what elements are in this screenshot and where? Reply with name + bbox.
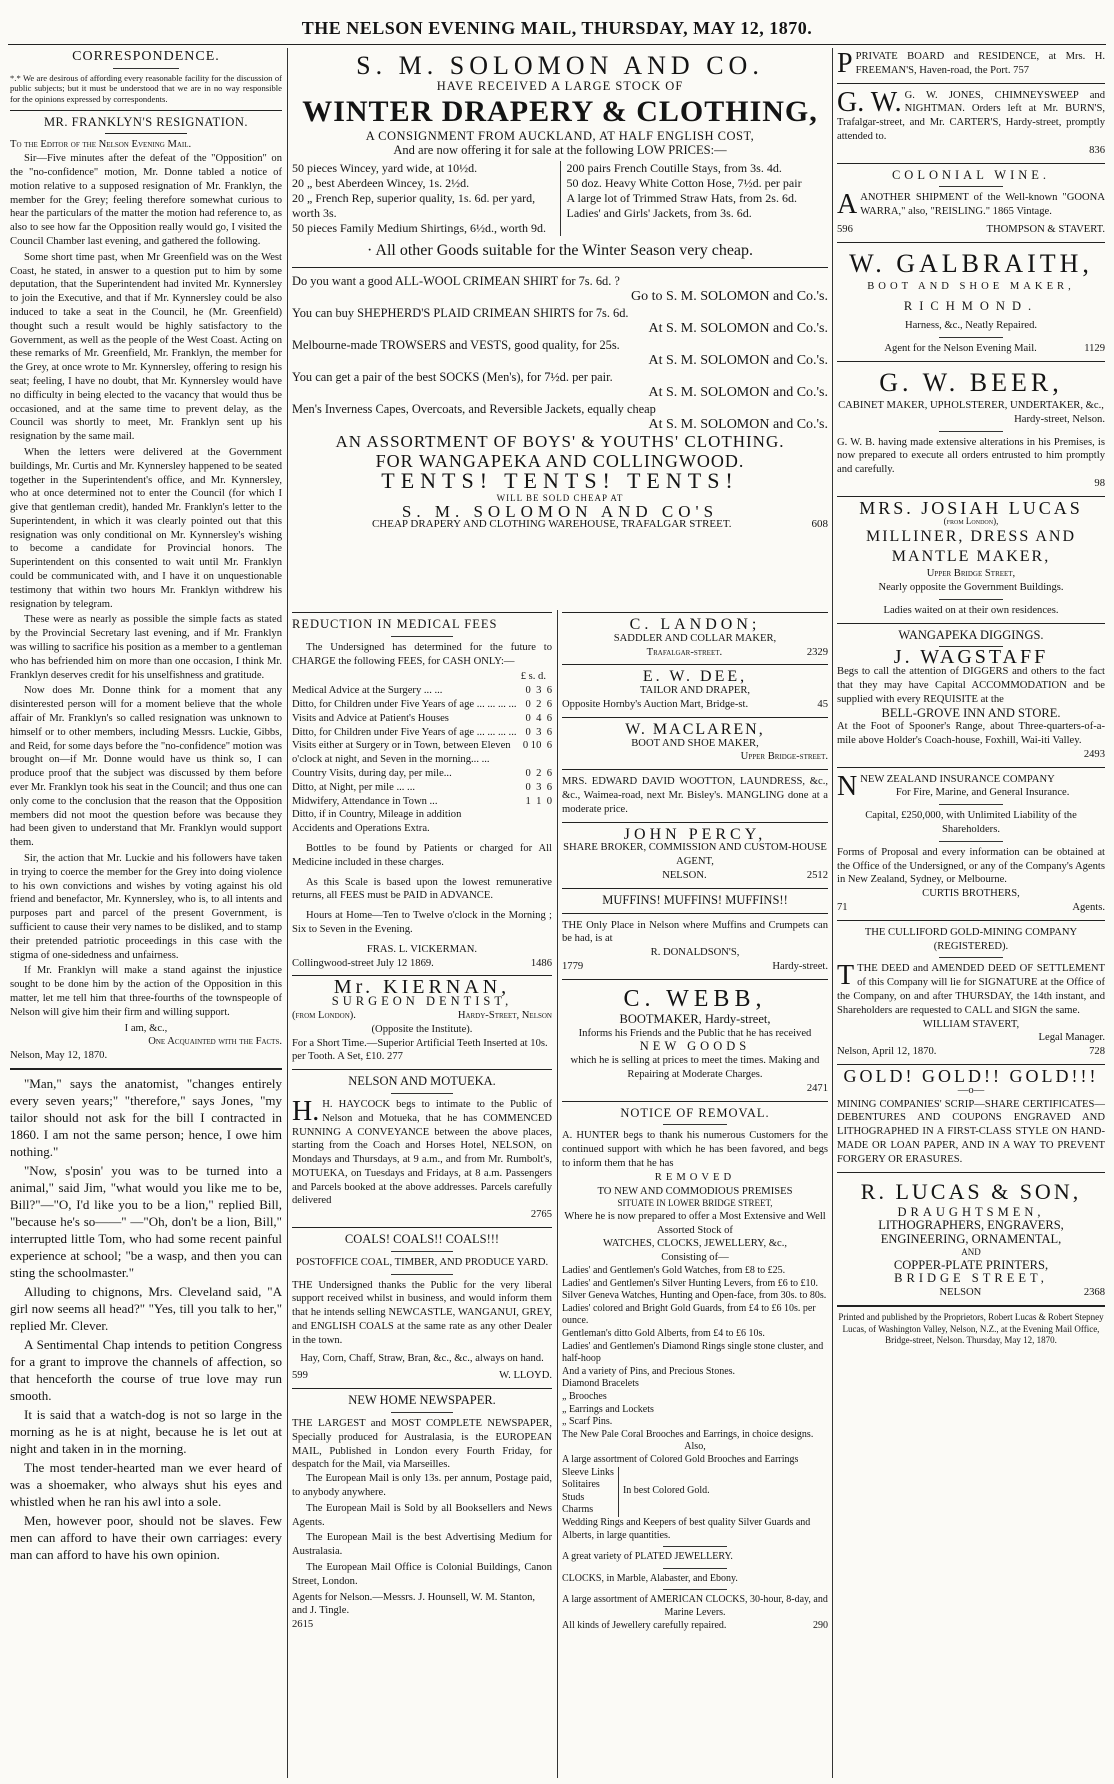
removal-item: Ladies' and Gentlemen's Gold Watches, from £8 to £25. — [562, 1265, 786, 1277]
galbraith-text: Harness, &c., Neatly Repaired. — [904, 320, 1038, 332]
solomon-advert — [292, 52, 828, 607]
fee-amount: 1 1 0 — [525, 795, 552, 807]
diggings-title: WANGAPEKA DIGGINGS. — [898, 627, 1044, 642]
solomon-at: Go to S. M. SOLOMON and Co.'s. — [631, 289, 828, 305]
percy-trade: SHARE BROKER, COMMISSION AND CUSTOM-HOUSE AGENT, — [563, 842, 827, 868]
removal-text: A. HUNTER begs to thank his numerous Customers for the continued support with which he has been favored, and begs to inform them that he has — [562, 1130, 828, 1169]
advert-code: 599 — [292, 1370, 308, 1382]
fee-amount: 0 2 6 — [525, 698, 552, 710]
advert-code: 728 — [1089, 1046, 1105, 1058]
lucasson-name: R. LUCAS & SON, — [860, 1178, 1082, 1204]
lucasson-line: ENGINEERING, ORNAMENTAL, — [880, 1232, 1062, 1247]
advert-code: 836 — [1089, 144, 1105, 156]
column-rule — [287, 48, 288, 1778]
fee-label: Visits and Advice at Patient's Houses — [292, 712, 449, 724]
gold-text: MINING COMPANIES' SCRIP—SHARE CERTIFICATES—DEBENTURES AND COUPONS ENGRAVED AND LITHOGRAPHED IN A FIRST-CLASS STYLE ON HAND-MADE OR LOAN PAPER, AND IN A WAY TO PREVENT FORGERY OR ERASURES. — [837, 1098, 1105, 1165]
masthead: THE NELSON EVENING MAIL, THURSDAY, MAY 12, 1870. — [301, 18, 813, 38]
muffins-title: MUFFINS! MUFFINS! MUFFINS!! — [602, 892, 788, 907]
insurance-title: NEW ZEALAND INSURANCE COMPANY — [860, 773, 1055, 785]
solomon-warehouse: CHEAP DRAPERY AND CLOTHING WAREHOUSE, TRAFALGAR STREET. — [371, 518, 732, 531]
culliford-signer: WILLIAM STAVERT, — [922, 1018, 1020, 1030]
removal-item: Ladies' and Gentlemen's Silver Hunting Levers, from £6 to £10. — [562, 1277, 819, 1289]
removal-assortment: A large assortment of Colored Gold Brooches and Earrings — [562, 1453, 799, 1465]
letter-dateline: Nelson, May 12, 1870. — [10, 1050, 108, 1062]
fee-amount: 0 4 6 — [525, 712, 552, 724]
fees-currency: £ s. d. — [520, 671, 546, 683]
fees-address: Collingwood-street July 12 1869. — [292, 957, 434, 969]
lucasson-line: NELSON — [939, 1287, 982, 1299]
fee-label: Ditto, for Children under Five Years of age ... ... ... ... — [292, 726, 517, 738]
fee-amount: 0 2 6 — [525, 767, 552, 779]
percy-place: NELSON. — [662, 869, 707, 881]
solomon-sold-cheap: WILL BE SOLD CHEAP AT — [496, 492, 624, 503]
solomon-headline: WINTER DRAPERY & CLOTHING, — [302, 94, 818, 128]
fee-label: Ditto, for Children under Five Years of age ... ... ... ... — [292, 698, 517, 710]
lucasson-line: LITHOGRAPHERS, ENGRAVERS, — [878, 1218, 1064, 1233]
webb-name: C. WEBB, — [623, 985, 767, 1012]
beer-trade: CABINET MAKER, UPHOLSTERER, UNDERTAKER, &c., — [838, 399, 1104, 411]
imprint: Printed and published by the Proprietors, Robert Lucas & Robert Stepney Lucas, of Washington Valley, Nelson, N.Z., at the Evening Mail Office, Bridge-street, Nelson. Thursday, May 12, 1870. — [838, 1311, 1104, 1346]
miscellany-paragraph: It is said that a watch-dog is not so large in the morning as he is at night, because he is let out at night and taken in in the morning. — [10, 1406, 282, 1456]
solomon-at: At S. M. SOLOMON and Co.'s. — [648, 321, 828, 337]
dee-address: Opposite Hornby's Auction Mart, Bridge-st. — [562, 698, 749, 710]
letter-paragraph: These were as nearly as possible the simple facts as stated by the Provincial Secretary last evening, and if Mr. Franklyn was willing to sacrifice his position as a member to a gentleman who has befriended him on more than one occasion, I think Mr. Franklyn deserves credit for his unselfishness and gratitude. — [10, 614, 282, 681]
gold-item: Studs — [562, 1491, 585, 1503]
price-item: A large lot of Trimmed Straw Hats, from 2s. 6d. — [566, 191, 797, 206]
wine-signer: THOMPSON & STAVERT. — [986, 223, 1105, 235]
advert-code: 2329 — [806, 646, 828, 658]
removal-item: Gentleman's ditto Gold Alberts, from £4 to £6 10s. — [562, 1328, 765, 1340]
advert-code: 45 — [817, 698, 828, 710]
salutation: To the Editor of the Nelson Evening Mail. — [10, 139, 192, 151]
insurance-signer: CURTIS BROTHERS, — [922, 888, 1020, 900]
advert-code: 290 — [813, 1619, 828, 1631]
galbraith-name: W. GALBRAITH, — [849, 248, 1093, 278]
advert-code: 2368 — [1083, 1287, 1105, 1299]
middle-left-column: REDUCTION IN MEDICAL FEES The Undersigned has determined for the future to CHARGE the following FEES, for CASH ONLY:— £ s. d. Medical Advice at the Surgery ... ... 0 3 6 Ditto, for Children under Five Years of age ... ... ... ... 0 2 6 Visits and Advice at Patient's Houses 0 4 6 Ditto, for Children under Five Years of age ... ... ... ... 0 3 6 Visits either at Surgery or in Town, between Eleven o'clock at night, and Seven in the morning... ... 0 10 6 Country Visits, during day, per mile... 0 2 6 Ditto, at Night, per mile ... ... 0 3 6 Midwifery, Attendance in Town ... 1 1 0 Ditto, if in Country, Mileage in addition Accidents and Operations Extra. Bottles to be found by Patients or charged for All Medicine included in these charges. As this Scale is based upon the lowest remunerative returns, all FEES must be PAID in ADVANCE. Hours at Home—Ten to Twelve o'clock in the Morning ; Six to Seven in the Evening. FRAS. L. VICKERMAN. Collingwood-street July 12 1869. 1486 Mr. KIERNAN, SURGEON DENTIST, (from London). Hardy-Street, Nelson (Opposite the Institute). For a Short Time.—Superior Artificial Teeth Inserted at 10s. per Tooth. A Set, £10. 277 NELSON AND MOTUEKA. H. H. HAYCOCK begs to intimate to the Public of Nelson and Motueka, that he has COMMENCED RUNNING A CONVEYANCE between the above places, starting from the Coach and Horses Hotel, NELSON, on Mondays and Thursdays, at 9 a.m., and from Mr. Rumbolt's, MOTUEKA, on Tuesdays and Fridays, at 8 a.m. Passengers and Parcels booked at the above addresses. Parcels carefully delivered 2765 COALS! COALS!! COALS!!! POSTOFFICE COAL, TIMBER, AND PRODUCE YARD. THE Undersigned thanks the Public for the very liberal support received whilst in business, and would inform them that he intends selling NEWCASTLE, WANGANUI, GREY, and ENGLISH COALS at the same rate as any other Dealer in the town. Hay, Corn, Chaff, Straw, Bran, &c., &c., always on hand. 599 W. LLOYD. NEW HOME NEWSPAPER. THE LARGEST and MOST COMPLETE NEWSPAPER, Specially produced for Australasia, is the EUROPEAN MAIL, Published in London every Fourth Friday, for despatch for the Mail, via Marseilles. The European Mail is only 13s. per annum, Postage paid, to anybody anywhere. The European Mail is Sold by all Booksellers and News Agents. The European Mail is the best Advertising Medium for Australasia. The European Mail Office is Colonial Buildings, Canon Street, London. Agents for Nelson.—Messrs. J. Hounsell, W. M. Stanton, and J. Tingle. 2615 — [292, 612, 552, 1632]
fees-signer: FRAS. L. VICKERMAN. — [366, 943, 478, 955]
maclaren-street: Upper Bridge-street. — [740, 751, 828, 763]
fee-amount: 0 3 6 — [525, 685, 552, 697]
insurance-text: Forms of Proposal and every information can be obtained at the Office of the Undersigned, or any of the Company's Agents in New Zealand, Sydney, or Melbourne. — [837, 846, 1105, 886]
removal-american: A large assortment of AMERICAN CLOCKS, 30-hour, 8-day, and Marine Levers. — [562, 1594, 828, 1618]
wine-text: ANOTHER SHIPMENT of the Well-known "GOONA WARRA," also, "REISLING." 1865 Vintage. — [860, 192, 1105, 218]
gold-item: Solitaires — [562, 1479, 600, 1491]
fees-intro: The Undersigned has determined for the future to CHARGE the following FEES, for CASH ONLY:— — [292, 641, 552, 667]
advert-code: 1779 — [562, 960, 584, 972]
galbraith-place: RICHMOND. — [903, 298, 1039, 313]
dee-name: E. W. DEE, — [642, 668, 748, 686]
fees-title: REDUCTION IN MEDICAL FEES — [292, 617, 498, 631]
removal-situate: SITUATE IN LOWER BRIDGE STREET, — [617, 1198, 773, 1209]
removal-item: Silver Geneva Watches, Hunting and Open-face, from 30s. to 80s. — [562, 1290, 827, 1302]
column-rule — [832, 48, 833, 1778]
removal-consisting: Consisting of— — [661, 1252, 729, 1264]
lucasson-line: BRIDGE STREET, — [894, 1271, 1048, 1286]
muffins-text: THE Only Place in Nelson where Muffins and Crumpets can be had, is at — [562, 919, 828, 945]
maclaren-name: W. MACLAREN, — [625, 720, 765, 738]
landon-street: Trafalgar-street. — [646, 646, 723, 658]
letter-signature: One Acquainted with the Facts. — [148, 1036, 282, 1048]
fee-amount: 0 3 6 — [525, 726, 552, 738]
letter-title: MR. FRANKLYN'S RESIGNATION. — [43, 114, 249, 129]
price-item: Ladies' and Girls' Jackets, from 3s. 6d. — [566, 206, 752, 221]
solomon-at: At S. M. SOLOMON and Co.'s. — [648, 385, 828, 401]
culliford-date: Nelson, April 12, 1870. — [837, 1046, 937, 1058]
removal-item: „ Scarf Pins. — [562, 1416, 613, 1428]
letter-paragraph: Some short time past, when Mr Greenfield was on the West Coast, he stated, in answer to a question put to him by some deputation, that the Superintendent had invited Mr. Kynnersley to join the Executive, and that if Mr. Kynnersley could be also induced to take a seat in the Council, he (Mr. Greenfield) thought such a result would be highly satisfactory to the Government, as well as the people of the West Coast. Acting on these remarks of Mr. Greenfield, Mr. Franklyn, the member for the Grey, at once wrote to Mr. Kynnersley, offering to resign his seat; feeling, I have no doubt, that Mr. Kynnersley would have no difficulty in being elected to the vacancy that would thus be occasioned, and at the same time to prevent delay, as the Council was shortly to meet, Mr. Franklyn sent up his resignation by the same mail. — [10, 251, 282, 443]
diggings-inn: BELL-GROVE INN AND STORE. — [881, 705, 1061, 720]
advert-code: 2512 — [806, 869, 828, 881]
muffins-name: R. DONALDSON'S, — [650, 947, 740, 959]
landon-trade: SADDLER AND COLLAR MAKER, — [613, 632, 777, 644]
solomon-wangapeka: FOR WANGAPEKA AND COLLINGWOOD. — [375, 451, 745, 472]
advert-code: 2471 — [806, 1082, 828, 1094]
motueka-text: H. HAYCOCK begs to intimate to the Public of Nelson and Motueka, that he has COMMENCED RUNNING A CONVEYANCE between the above places, starting from the Coach and Horses Hotel, NELSON, on Mondays and Thursdays, at 9 a.m., and from Mr. Rumbolt's, MOTUEKA, on Tuesdays and Fridays, at 8 a.m. Passengers and Parcels booked at the above addresses. Parcels carefully delivered — [292, 1098, 552, 1207]
webb-text: Informs his Friends and the Public that he has received — [578, 1027, 812, 1039]
beer-text: G. W. B. having made extensive alterations in his Premises, is now prepared to execute all orders entrusted to him promptly and carefully. — [837, 436, 1105, 476]
coals-title: COALS! COALS!! COALS!!! — [344, 1232, 500, 1247]
newspaper-paragraph: The European Mail Office is Colonial Buildings, Canon Street, London. — [292, 1562, 552, 1587]
culliford-role: Legal Manager. — [1038, 1032, 1105, 1044]
solomon-at: At S. M. SOLOMON and Co.'s. — [648, 417, 828, 433]
disclaimer: *.* We are desirous of affording every reasonable facility for the discussion of public subjects; but it must be understood that we are in no way responsible for the opinions expressed by correspondents. — [10, 72, 282, 104]
wootton-text: MRS. EDWARD DAVID WOOTTON, LAUNDRESS, &c., &c., Waimea-road, next Mr. Bisley's. MANGLING done at a moderate price. — [562, 776, 828, 815]
removal-item: The New Pale Coral Brooches and Earrings, in choice designs. — [562, 1428, 814, 1440]
coals-signer: W. LLOYD. — [499, 1370, 552, 1382]
lucas-text: Nearly opposite the Government Buildings. — [878, 581, 1064, 593]
removal-item: „ Brooches — [562, 1391, 607, 1403]
price-item: 50 pieces Family Medium Shirtings, 6½d., worth 9d. — [292, 221, 546, 236]
galbraith-trade: BOOT AND SHOE MAKER, — [867, 280, 1075, 292]
insurance-sub: For Fire, Marine, and General Insurance. — [895, 787, 1070, 799]
miscellany-paragraph: A Sentimental Chap intends to petition Congress for a grant to improve the channels of affection, so that henceforth the course of true love may run smooth. — [10, 1336, 282, 1403]
fees-accidents: Accidents and Operations Extra. — [292, 823, 430, 835]
correspondence-heading: CORRESPONDENCE. — [72, 50, 220, 64]
dee-trade: TAILOR AND DRAPER, — [639, 685, 751, 697]
removal-item: Diamond Bracelets — [562, 1378, 639, 1390]
fees-country: Ditto, if in Country, Mileage in addition — [292, 809, 462, 821]
beer-name: G. W. BEER, — [879, 367, 1063, 397]
jones-text: G. W. JONES, CHIMNEYSWEEP and NIGHTMAN. Orders left at Mr. BURN'S, Trafalgar-street, and Mr. CARTER'S, Hardy-street, promptly attended to. — [837, 89, 1105, 142]
lucas-from: (from London), — [943, 515, 999, 526]
beer-street: Hardy-street, Nelson. — [1014, 413, 1105, 425]
removal-also: Also, — [684, 1441, 706, 1453]
advert-code: 757 — [1013, 64, 1030, 76]
solomon-assortment: AN ASSORTMENT OF BOYS' & YOUTHS' CLOTHING. — [335, 432, 785, 452]
letter-paragraph: When the letters were delivered at the Government buildings, Mr. Curtis and Mr. Kynnersley happened to be seated together in the Superintendent's office, and Mr. Kynnersley, who at once determined not to enter the Council (for which I give that gentleman credit), handed Mr. Franklyn's letter to the Superintendent, in which it was clearly pointed out that this resignation was only conditional on Mr. Kynnersley's wishing to become a candidate for Provincial honors. The Superintendent on this consented to wait until Mr. Franklyn could be communicated with, and I have it on unquestionable testimony that within two hours Mr. Franklyn withdrew his resignation by telegram. — [10, 446, 282, 610]
kiernan-name: Mr. KIERNAN, — [333, 976, 511, 999]
newspaper-agents: Agents for Nelson.—Messrs. J. Hounsell, W. M. Stanton, and J. Tingle. — [292, 1591, 536, 1617]
fee-label: Ditto, at Night, per mile ... ... — [292, 781, 415, 793]
solomon-all-other: · All other Goods suitable for the Winter Season very cheap. — [366, 242, 754, 260]
advert-code: 2493 — [1083, 748, 1105, 760]
muffins-street: Hardy-street. — [772, 960, 828, 972]
fee-amount: 0 3 6 — [525, 781, 552, 793]
price-item: 200 pairs French Coutille Stays, from 3s. 4d. — [566, 161, 782, 176]
newspaper-paragraph: The European Mail is only 13s. per annum, Postage paid, to anybody anywhere. — [292, 1473, 552, 1499]
fee-label: Visits either at Surgery or in Town, between Eleven o'clock at night, and Seven in the morning... ... — [292, 740, 511, 766]
letter-paragraph: If Mr. Franklyn will make a stand against the injustice sought to be done him by the action of the Opposition in this matter, let me tell him that three-fourths of the townspeople of Nelson will give him their firm and willing support. — [10, 965, 282, 1018]
advert-code: 2765 — [530, 1209, 552, 1221]
newspaper-paragraph: The European Mail is Sold by all Booksellers and News Agents. — [292, 1502, 552, 1528]
masthead-rule — [8, 44, 1106, 45]
removal-item: Ladies' colored and Bright Gold Guards, from £4 to £6 10s. per ounce. — [562, 1302, 816, 1327]
column-rule — [557, 610, 558, 1778]
lucas-ladies: Ladies waited on at their own residences. — [883, 604, 1059, 616]
webb-goods: NEW GOODS — [639, 1039, 751, 1054]
maclaren-trade: BOOT AND SHOE MAKER, — [631, 737, 759, 749]
solomon-tents: TENTS! TENTS! TENTS! — [381, 467, 739, 493]
kiernan-from: (from London). — [292, 1009, 356, 1021]
webb-trade: BOOTMAKER, Hardy-street, — [619, 1011, 771, 1026]
removal-title: NOTICE OF REMOVAL. — [620, 1105, 770, 1120]
advert-code: 1486 — [530, 957, 552, 969]
price-item: 50 doz. Heavy White Cotton Hose, 7½d. per pair — [566, 176, 802, 191]
removal-wedding: Wedding Rings and Keepers of best quality Silver Guards and Alberts, in large quantities. — [562, 1516, 811, 1541]
removal-clocks: CLOCKS, in Marble, Alabaster, and Ebony. — [562, 1572, 738, 1584]
advert-code: 608 — [811, 518, 828, 531]
newspaper-text: THE LARGEST and MOST COMPLETE NEWSPAPER, Specially produced for Australasia, is the EUROPEAN MAIL, Published in London every Fourth Friday, for despatch for the Mail, via Marseilles. — [292, 1418, 552, 1471]
insurance-capital: Capital, £250,000, with Unlimited Liability of the Shareholders. — [865, 810, 1077, 836]
advert-code: 98 — [1094, 477, 1105, 489]
advert-code: 1129 — [1084, 343, 1105, 355]
removal-plated: A great variety of PLATED JEWELLERY. — [562, 1551, 733, 1563]
lucasson-line: AND — [961, 1247, 981, 1257]
diggings-name: J. WAGSTAFF — [893, 646, 1049, 669]
lucas-trade: MILLINER, DRESS AND MANTLE MAKER, — [865, 528, 1076, 566]
kiernan-street: Hardy-Street, Nelson — [457, 1009, 552, 1021]
newspaper-paragraph: The European Mail is the best Advertising Medium for Australasia. — [292, 1532, 552, 1558]
miscellany-paragraph: Alluding to chignons, Mrs. Cleveland said, "A girl now seems all head?" "Yes, till you talk to her," replied Mr. Clever. — [10, 1283, 282, 1333]
gold-item: Sleeve Links — [562, 1466, 614, 1478]
gold-title: GOLD! GOLD!! GOLD!!! — [843, 1066, 1099, 1087]
removal-stock: WATCHES, CLOCKS, JEWELLERY, &c., — [602, 1238, 788, 1250]
gold-note: In best Colored Gold. — [622, 1485, 710, 1497]
fees-bottles: Bottles to be found by Patients or charged for All Medicine included in these charges. — [292, 842, 552, 868]
removal-premises: TO NEW AND COMMODIOUS PREMISES — [597, 1185, 793, 1197]
removal-repaired: All kinds of Jewellery carefully repaired. — [562, 1619, 727, 1631]
solomon-cos: S. M. SOLOMON AND CO'S — [401, 501, 719, 521]
webb-text2: which he is selling at prices to meet the times. Making and Repairing at Moderate Charges. — [570, 1055, 820, 1080]
wine-title: COLONIAL WINE. — [891, 167, 1051, 182]
correspondence-column — [10, 50, 282, 1565]
price-item: 20 „ French Rep, superior quality, 1s. 6d. per yard, worth 3s. — [292, 191, 536, 221]
advert-code: 2615 — [292, 1619, 314, 1631]
coals-subtitle: POSTOFFICE COAL, TIMBER, AND PRODUCE YARD. — [295, 1256, 549, 1268]
lucasson-line: DRAUGHTSMEN, — [897, 1204, 1045, 1219]
fee-label: Midwifery, Attendance in Town ... — [292, 795, 438, 807]
solomon-line: Do you want a good ALL-WOOL CRIMEAN SHIRT for 7s. 6d. ? — [292, 274, 620, 289]
motueka-title: NELSON AND MOTUEKA. — [348, 1074, 496, 1089]
freeman-text: PRIVATE BOARD and RESIDENCE, at Mrs. H. FREEMAN'S, Haven-road, the Port. — [855, 51, 1105, 76]
lucasson-line: COPPER-PLATE PRINTERS, — [893, 1257, 1049, 1272]
solomon-subhead: HAVE RECEIVED A LARGE STOCK OF — [436, 79, 684, 93]
lucas-street: Upper Bridge Street, — [926, 568, 1016, 580]
culliford-title: THE CULLIFORD GOLD-MINING COMPANY (REGISTERED). — [864, 926, 1078, 952]
gold-item: Charms — [562, 1504, 594, 1516]
insurance-role: Agents. — [1072, 902, 1105, 914]
culliford-text: THE DEED and AMENDED DEED OF SETTLEMENT of this Company will lie for SIGNATURE at the Office of the Company, on and after THURSDAY, the 14th instant, and Shareholders are requested to CALL and SIGN the same. — [837, 963, 1105, 1016]
solomon-consignment: A CONSIGNMENT FROM AUCKLAND, AT HALF ENGLISH COST, — [365, 128, 755, 143]
removal-item: Ladies' and Gentlemen's Diamond Rings single stone cluster, and half-hoop — [562, 1340, 824, 1365]
removal-item: And a variety of Pins, and Precious Stones. — [562, 1365, 736, 1377]
advert-code: 596 — [837, 223, 853, 235]
removal-item: „ Earrings and Lockets — [562, 1403, 654, 1415]
removal-removed: REMOVED — [654, 1171, 736, 1183]
kiernan-opposite: (Opposite the Institute). — [371, 1023, 473, 1035]
miscellany-paragraph: "Man," says the anatomist, "changes entirely every seven years;" "therefore," says Jones, "my tailor should not ask for the bill I contracted in 1860. I am not the same person; hence, I owe him nothing." — [10, 1075, 282, 1159]
gold-ornament: —o— — [957, 1084, 985, 1096]
coals-text: THE Undersigned thanks the Public for the very liberal support received whilst in business, and would inform them that he intends selling NEWCASTLE, WANGANUI, GREY, and ENGLISH COALS at the same rate as any other Dealer in the town. — [292, 1279, 552, 1346]
price-item: 20 „ best Aberdeen Wincey, 1s. 2½d. — [292, 176, 470, 191]
coals-hay: Hay, Corn, Chaff, Straw, Bran, &c., &c., always on hand. — [300, 1352, 544, 1364]
diggings-text2: At the Foot of Spooner's Range, about Three-quarters-of-a-mile above Holder's Coach-house, Foxhill, Wai-iti Valley. — [837, 721, 1105, 747]
letter-paragraph: Sir—Five minutes after the defeat of the "Opposition" on the "no-confidence" motion, Mr. Donne tabled a notice of motion relative to a supposed resignation of Mr. Franklyn, the member for the Grey; feeling therefore somewhat curious to hear the particulars of the matter the motion had reference to, as also to see how far the Opposition really would go, I visited the Council Chamber last evening, and gathered the following. — [10, 153, 282, 247]
middle-right-column — [562, 612, 828, 1632]
letter-paragraph: Now does Mr. Donne think for a moment that any disinterested person will for a moment believe that the whole affair of Mr. Franklyn's so called resignation was unknown to himself or to other members, including Messrs. Luckie, Gibbs, and Reid, for some days before the "no-confidence" motion was brought on—if Mr. Donne would have us think so, I can produce proof that the subject was discussed by them before ever Mr. Franklyn took his seat in the Council; and thus one can only come to the conclusion that the reason that the Opposition members did not moot the question before was because they had been given to understand that Mr. Franklyn would support them. — [10, 685, 282, 849]
solomon-line: Melbourne-made TROWSERS and VESTS, good quality, for 25s. — [292, 338, 620, 353]
newspaper-title: NEW HOME NEWSPAPER. — [348, 1393, 496, 1408]
galbraith-agent: Agent for the Nelson Evening Mail. — [884, 343, 1037, 355]
lucas-name: MRS. JOSIAH LUCAS — [859, 497, 1083, 518]
right-column: PPRIVATE BOARD and RESIDENCE, at Mrs. H. FREEMAN'S, Haven-road, the Port. 757 G. W. G. W. JONES, CHIMNEYSWEEP and NIGHTMAN. Orders left at Mr. BURN'S, Trafalgar-street, and Mr. CARTER'S, Hardy-street, promptly attended to. 836 COLONIAL WINE. AANOTHER SHIPMENT of the Well-known "GOONA WARRA," also, "REISLING." 1865 Vintage. 596 THOMPSON & STAVERT. W. GALBRAITH, BOOT AND SHOE MAKER, RICHMOND. Harness, &c., Neatly Repaired. Agent for the Nelson Evening Mail. 1129 G. W. BEER, CABINET MAKER, UPHOLSTERER, UNDERTAKER, &c., Hardy-street, Nelson. G. W. B. having made extensive alterations in his Premises, is now prepared to execute all orders entrusted to him promptly and carefully. 98 MRS. JOSIAH LUCAS (from London), MILLINER, DRESS AND MANTLE MAKER, Upper Bridge Street, Nearly opposite the Government Buildings. Ladies waited on at their own residences. WANGAPEKA DIGGINGS. J. WAGSTAFF Begs to call the attention of DIGGERS and others to the fact that they may have Capital ACCOMMODATION and be supplied with every REQUISITE at the BELL-GROVE INN AND STORE. At the Foot of Spooner's Range, about Three-quarters-of-a-mile above Holder's Coach-house, Foxhill, Wai-iti Valley. 2493 NNEW ZEALAND INSURANCE COMPANY For Fire, Marine, and General Insurance. Capital, £250,000, with Unlimited Liability of the Shareholders. Forms of Proposal and every information can be obtained at the Office of the Undersigned, or any of the Company's Agents in New Zealand, Sydney, or Melbourne. CURTIS BROTHERS, 71 Agents. THE CULLIFORD GOLD-MINING COMPANY (REGISTERED). TTHE DEED and AMENDED DEED OF SETTLEMENT of this Company will lie for SIGNATURE at the Office of the Company, on and after THURSDAY, the 14th instant, and Shareholders are requested to CALL and SIGN the same. WILLIAM STAVERT, Legal Manager. Nelson, April 12, 1870. 728 GOLD! GOLD!! GOLD!!! —o— MINING COMPANIES' SCRIP—SHARE CERTIFICATES—DEBENTURES AND COUPONS ENGRAVED AND LITHOGRAPHED IN A FIRST-CLASS STYLE ON HAND-MADE OR LOAN PAPER, AND IN A WAY TO PREVENT FORGERY OR ERASURES. R. LUCAS & SON, DRAUGHTSMEN, LITHOGRAPHERS, ENGRAVERS, ENGINEERING, ORNAMENTAL, AND COPPER-PLATE PRINTERS, BRIDGE STREET, NELSON 2368 Printed and published by the Proprietors, Robert Lucas & Robert Stepney Lucas, of Washington Valley, Nelson, N.Z., at the Evening Mail Office, Bridge-street, Nelson. Thursday, May 12, 1870. — [837, 50, 1105, 1346]
fees-hours: Hours at Home—Ten to Twelve o'clock in the Morning ; Six to Seven in the Evening. — [292, 910, 552, 935]
fee-amount: 0 10 6 — [522, 740, 552, 752]
kiernan-text: For a Short Time.—Superior Artificial Teeth Inserted at 10s. per Tooth. A Set, £10. — [292, 1037, 548, 1063]
miscellany-paragraph: The most tender-hearted man we ever heard of was a shoemaker, who always shut his eyes and whistled when he ran his awl into a sole. — [10, 1459, 282, 1509]
solomon-line: You can buy SHEPHERD'S PLAID CRIMEAN SHIRTS for 7s. 6d. — [292, 306, 629, 321]
miscellany-paragraph: "Now, s'posin' you was to be turned into a animal," said Jim, "what would you like me to be, Bill?"—"O, I'd like you to be a lion," replied Bill, "because he's so——" —"Oh, don't be a lion, Bill," interrupted little Tom, who had some recent painful experience at school; "be a wasp, and then you can sting the schoolmaster." — [10, 1162, 282, 1280]
price-item: 50 pieces Wincey, yard wide, at 10½d. — [292, 161, 478, 176]
letter-closing: I am, &c., — [124, 1022, 168, 1034]
letter-paragraph: Sir, the action that Mr. Luckie and his followers have taken in trying to coerce the member for the Grey into doing violence to his own convictions and wishes by voting against his old friend and benefactor, Mr. Kynnersley, who is, to all intents and purposes part and parcel of the present Government, is sufficient to cause their very names to be disliked, and to stamp their pretended patriotic proceedings in this case with the stigma of one-sidedness and unfairness. — [10, 853, 282, 961]
solomon-offering: And are now offering it for sale at the following LOW PRICES:— — [393, 142, 727, 157]
solomon-name: S. M. SOLOMON AND CO. — [356, 52, 764, 80]
solomon-line: Men's Inverness Capes, Overcoats, and Reversible Jackets, equally cheap — [292, 402, 656, 417]
diggings-text: Begs to call the attention of DIGGERS and others to the fact that they may have Capital ACCOMMODATION and be supplied with every REQUISITE at the — [837, 666, 1105, 705]
solomon-line: You can get a pair of the best SOCKS (Men's), for 7½d. per pair. — [292, 370, 613, 385]
removal-offer: Where he is now prepared to offer a Most Extensive and Well Assorted Stock of — [564, 1210, 826, 1236]
fee-label: Medical Advice at the Surgery ... ... — [292, 685, 443, 697]
advert-code: 277 — [387, 1051, 403, 1063]
fee-label: Country Visits, during day, per mile... — [292, 767, 452, 779]
miscellany-paragraph: Men, however poor, should not be slaves. Few men can afford to have their own carriages: every man can afford to have his own opinion. — [10, 1512, 282, 1562]
landon-name: C. LANDON; — [629, 616, 761, 633]
fees-scale: As this Scale is based upon the lowest remunerative returns, all FEES must be PAID in ADVANCE. — [292, 876, 552, 902]
advert-code: 71 — [837, 902, 848, 914]
solomon-at: At S. M. SOLOMON and Co.'s. — [648, 353, 828, 369]
percy-name: JOHN PERCY, — [623, 825, 767, 843]
kiernan-title: SURGEON DENTIST, — [331, 994, 513, 1009]
